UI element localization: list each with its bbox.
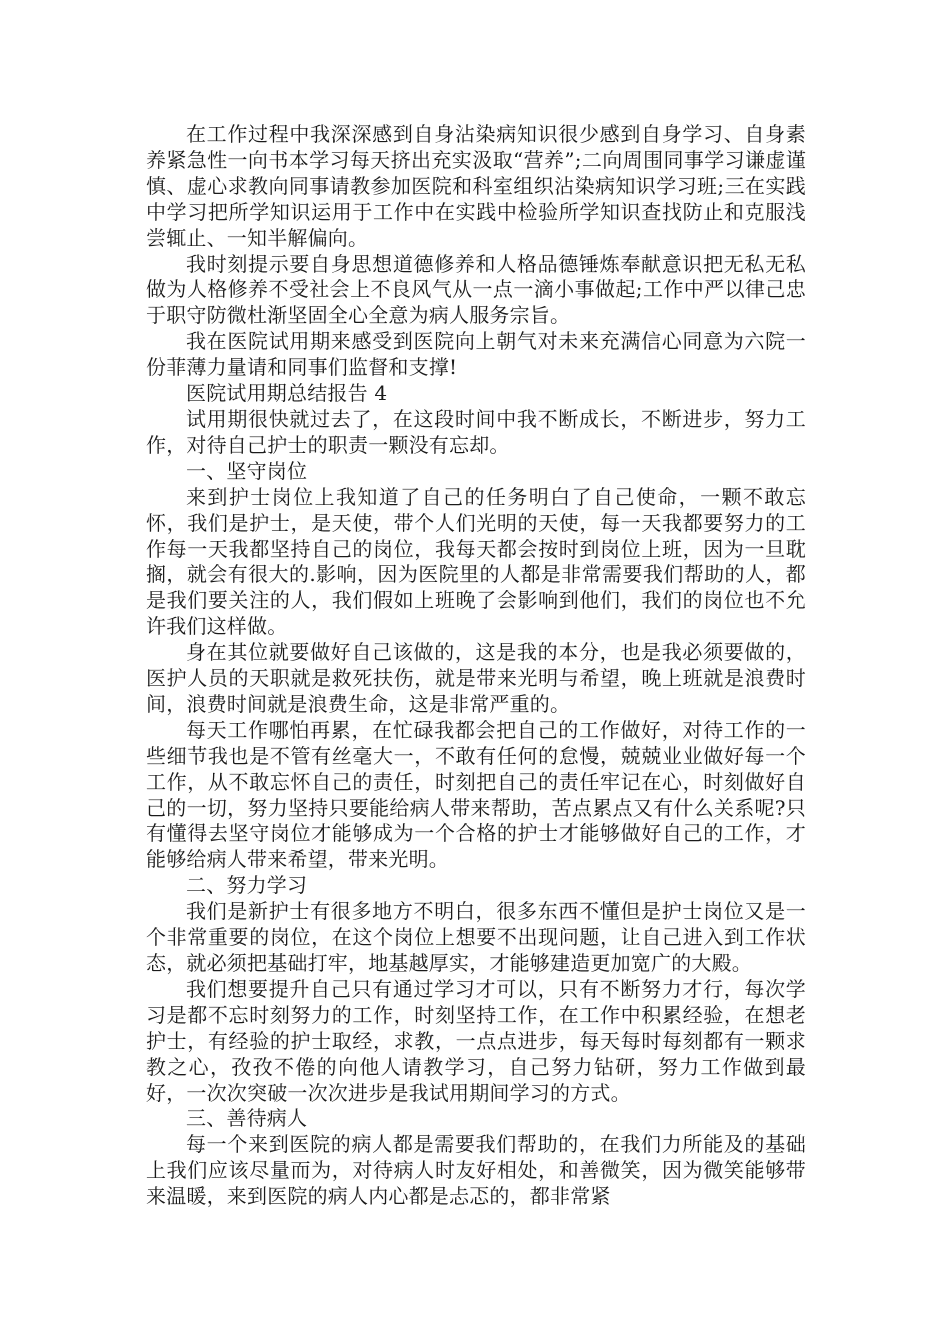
paragraph-intro: 试用期很快就过去了，在这段时间中我不断成长，不断进步，努力工作，对待自己护士的职责一颗没有忘却。: [146, 406, 806, 457]
section-heading-2: 二、努力学习: [186, 873, 308, 898]
section-heading-1: 一、坚守岗位: [186, 458, 308, 483]
paragraph-new-nurse: 我们是新护士有很多地方不明白，很多东西不懂但是护士岗位又是一个非常重要的岗位，在这个岗位上想要不出现问题，让自己进入到工作状态，就必须把基础打牢，地基越厚实，才能够建造更加宽广的大殿。: [146, 899, 806, 975]
report-title: 医院试用期总结报告 4: [186, 381, 388, 406]
paragraph-duty-responsibility: 身在其位就要做好自己该做的，这是我的本分，也是我必须要做的，医护人员的天职就是救死扶伤，就是带来光明与希望，晚上班就是浪费时间，浪费时间就是浪费生命，这是非常严重的。: [146, 640, 806, 716]
paragraph-moral-cultivation: 我时刻提示要自身思想道德修养和人格品德锤炼奉献意识把无私无私做为人格修养不受社会上不良风气从一点一滴小事做起;工作中严以律己忠于职守防微杜渐坚固全心全意为病人服务宗旨。: [146, 251, 806, 328]
paragraph-learning-methods: 在工作过程中我深深感到自身沾染病知识很少感到自身学习、自身素养紧急性一向书本学习每天挤出充实汲取“营养”;二向周围同事学习谦虚谨慎、虚心求教向同事请教参加医院和科室组织沾染病知识学习班;三在实践中学习把所学知识运用于工作中在实践中检验所学知识查找防止和克服浅尝辄止、一知半解偏向。: [146, 122, 806, 250]
section-heading-3: 三、善待病人: [186, 1106, 308, 1131]
document-body: [146, 122, 806, 1210]
paragraph-study: 我们想要提升自己只有通过学习才可以，只有不断努力才行，每次学习是都不忘时刻努力的工作，时刻坚持工作，在工作中积累经验，在想老护士，有经验的护士取经，求教，一点点进步，每天每时每刻都有一颗求教之心，孜孜不倦的向他人请教学习，自己努力钻研，努力工作做到最好，一次次突破一次次进步是我试用期间学习的方式。: [146, 976, 806, 1105]
paragraph-post-duty: 来到护士岗位上我知道了自己的任务明白了自己使命，一颗不敢忘怀，我们是护士，是天使，带个人们光明的天使，每一天我都要努力的工作每一天我都坚持自己的岗位，我每天都会按时到岗位上班，因为一旦耽搁，就会有很大的.影响，因为医院里的人都是非常需要我们帮助的人，都是我们要关注的人，我们假如上班晚了会影响到他们，我们的岗位也不允许我们这样做。: [146, 484, 806, 639]
paragraph-daily-work: 每天工作哪怕再累，在忙碌我都会把自己的工作做好，对待工作的一些细节我也是不管有丝毫大一，不敢有任何的怠慢，兢兢业业做好每一个工作，从不敢忘怀自己的责任，时刻把自己的责任牢记在心，时刻做好自己的一切，努力坚持只要能给病人带来帮助，苦点累点又有什么关系呢?只有懂得去坚守岗位才能够成为一个合格的护士才能够做好自己的工作，才能够给病人带来希望，带来光明。: [146, 717, 806, 872]
paragraph-patients: 每一个来到医院的病人都是需要我们帮助的，在我们力所能及的基础上我们应该尽量而为，对待病人时友好相处，和善微笑，因为微笑能够带来温暖，来到医院的病人内心都是忐忑的，都非常紧: [146, 1132, 806, 1209]
paragraph-confidence: 我在医院试用期来感受到医院向上朝气对未来充满信心同意为六院一份菲薄力量请和同事们监督和支撑!: [146, 329, 806, 380]
